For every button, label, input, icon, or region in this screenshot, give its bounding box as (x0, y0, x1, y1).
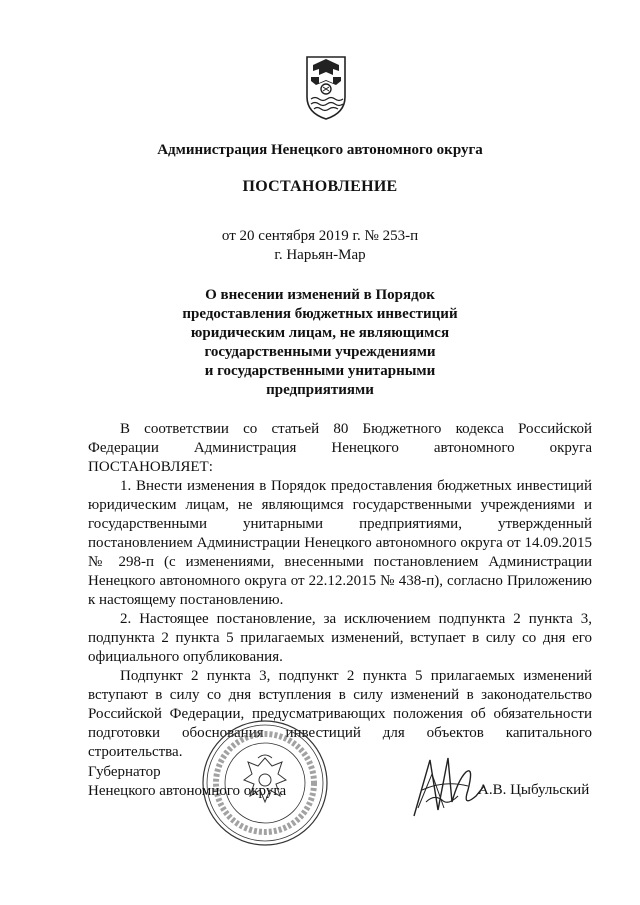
document-title (60, 286, 580, 400)
title-line: и государственными унитарными (204, 363, 436, 379)
document-place: г. Нарьян-Мар (274, 247, 366, 263)
signatory-role-line: Ненецкого автономного округа (88, 783, 287, 799)
item-1-paragraph: 1. Внести изменения в Порядок предоставления бюджетных инвестиций юридическим лицам, не являющимся государственными учреждениями и государственными унитарными предприятиями, утвержденный постановлением Администрации Ненецкого автономного округа от 14.09.2015 № 298-п (с изменениями, внесенными постановлением Администрации Ненецкого автономного округа от 22.12.2015 № 438-п), согласно Приложению к настоящему постановлению. (88, 478, 592, 608)
signatory-role (88, 763, 286, 801)
organization-name: Администрация Ненецкого автономного округа (157, 142, 483, 158)
document-body (88, 420, 592, 762)
title-line: юридическим лицам, не являющимся (190, 325, 450, 341)
title-line: государственными учреждениями (204, 344, 436, 360)
signatory-name: А.В. Цыбульский (478, 782, 590, 798)
signatory-role-line: Губернатор (88, 764, 161, 780)
title-line: предприятиями (266, 382, 374, 398)
document-type: ПОСТАНОВЛЕНИЕ (242, 178, 398, 195)
item-2-extra-paragraph: Подпункт 2 пункта 3, подпункт 2 пункта 5 прилагаемых изменений вступают в силу со дня вступления в силу изменений в законодательство Российской Федерации, предусматривающих положения об обязательности подготовки обоснования инвестиций для объектов капитального строительства. (88, 668, 592, 760)
document-date-number: от 20 сентября 2019 г. № 253-п (221, 228, 419, 244)
title-line: О внесении изменений в Порядок (205, 287, 435, 303)
item-2-paragraph: 2. Настоящее постановление, за исключением подпункта 2 пункта 3, подпункта 2 пункта 5 прилагаемых изменений, вступает в силу со дня его официального опубликования. (88, 611, 592, 665)
title-line: предоставления бюджетных инвестиций (182, 306, 458, 322)
nao-coat-of-arms-icon (305, 55, 347, 121)
preamble-paragraph: В соответствии со статьей 80 Бюджетного кодекса Российской Федерации Администрация Ненецкого автономного округа ПОСТАНОВЛЯЕТ: (88, 421, 592, 475)
